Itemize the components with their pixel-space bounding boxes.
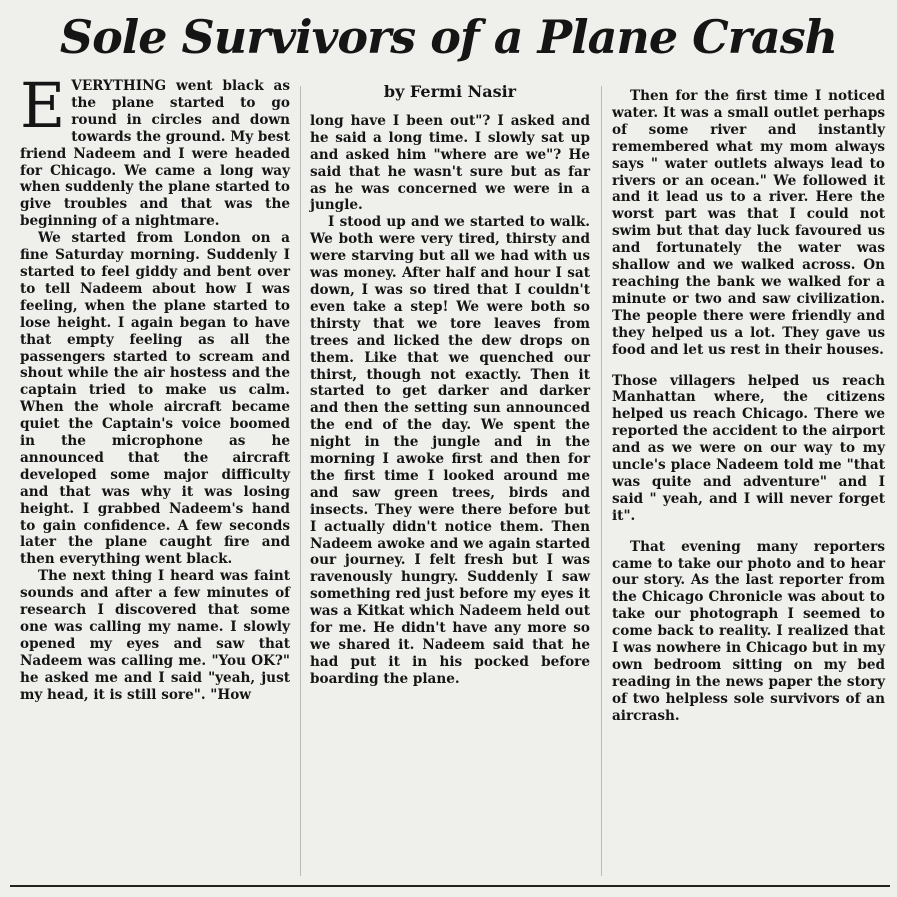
paragraph-3: The next thing I heard was faint sounds and after a few minutes of research I discovered that some one was calling my name. I slowly opened my eyes and saw that Nadeem was calling me. "You OK?" he asked me and I said "yeah, just my head, it is still sore". "How: [20, 568, 290, 703]
bottom-rule: [10, 885, 890, 887]
paragraph-6: Then for the first time I noticed water. It was a small outlet perhaps of some river and instantly remembered what my mom always says " water outlets always lead to rivers or an ocean." We followed it and it lead us to a river. Here the worst part was that I could not swim but that day luck favoured us and fortunately the water was shallow and we walked across. On reaching the bank we walked for a minute or two and saw civilization. The people there were friendly and they helped us a lot. They gave us food and let us rest in their houses.: [612, 88, 885, 358]
paragraph-1-text: VERYTHING went black as the plane started to go round in circles and down towards the ground. My best friend Nadeem and I were headed for Chicago. We came a long way when suddenly the plane started to give troubles and that was the beginning of a nightmare.: [20, 78, 290, 230]
paragraph-1: [20, 69, 290, 230]
drop-cap: E: [20, 69, 66, 142]
article-column-3: [612, 88, 885, 725]
byline: by Fermi Nasir: [383, 82, 517, 101]
paragraph-4: long have I been out"? I asked and he said a long time. I slowly sat up and asked him "where are we"? He said that he wasn't sure but as far as he was concerned we were in a jungle.: [310, 112, 590, 214]
column-divider-2: [601, 86, 602, 876]
headline: Sole Survivors of a Plane Crash: [59, 10, 838, 64]
column-divider-1: [300, 86, 301, 876]
paragraph-2: We started from London on a fine Saturday morning. Suddenly I started to feel giddy and bent over to tell Nadeem about how I was feeling, when the plane started to lose height. I again began to have that empty feeling as all the passengers started to scream and shout while the air hostess and the captain tried to make us calm. When the whole aircraft became quiet the Captain's voice boomed in the microphone as he announced that the aircraft developed some major difficulty and that was why it was losing height. I grabbed Nadeem's hand to gain confidence. A few seconds later the plane caught fire and then everything went black.: [20, 230, 290, 568]
article-column-2: [310, 84, 590, 688]
paragraph-8: That evening many reporters came to take our photo and to hear our story. As the last reporter from the Chicago Chronicle was about to take our photograph I seemed to come back to reality. I realized that I was nowhere in Chicago but in my own bedroom sitting on my bed reading in the news paper the story of two helpless sole survivors of an aircrash.: [612, 538, 885, 724]
paragraph-7: Those villagers helped us reach Manhattan where, the citizens helped us reach Chicago. There we reported the accident to the airport and as we were on our way to my uncle's place Nadeem told me "that was quite and adventure" and I said " yeah, and I will never forget it".: [612, 372, 885, 524]
article-column-1: [20, 69, 290, 704]
paragraph-5: I stood up and we started to walk. We both were very tired, thirsty and were starving but all we had with us was money. After half and hour I sat down, I was so tired that I couldn't even take a step! We were both so thirsty that we tore leaves from trees and licked the dew drops on them. Like that we quenched our thirst, though not exactly. Then it started to get darker and darker and then the setting sun announced the end of the day. We spent the night in the jungle and in the morning I awoke first and then for the first time I looked around me and saw green trees, birds and insects. They were there before but I actually didn't notice them. Then Nadeem awoke and we again started our journey. I felt fresh but I was ravenously hungry. Suddenly I saw something red just before my eyes it was a Kitkat which Nadeem held out for me. He didn't have any more so we shared it. Nadeem said that he had put it in his pocked before boarding the plane.: [310, 214, 590, 687]
